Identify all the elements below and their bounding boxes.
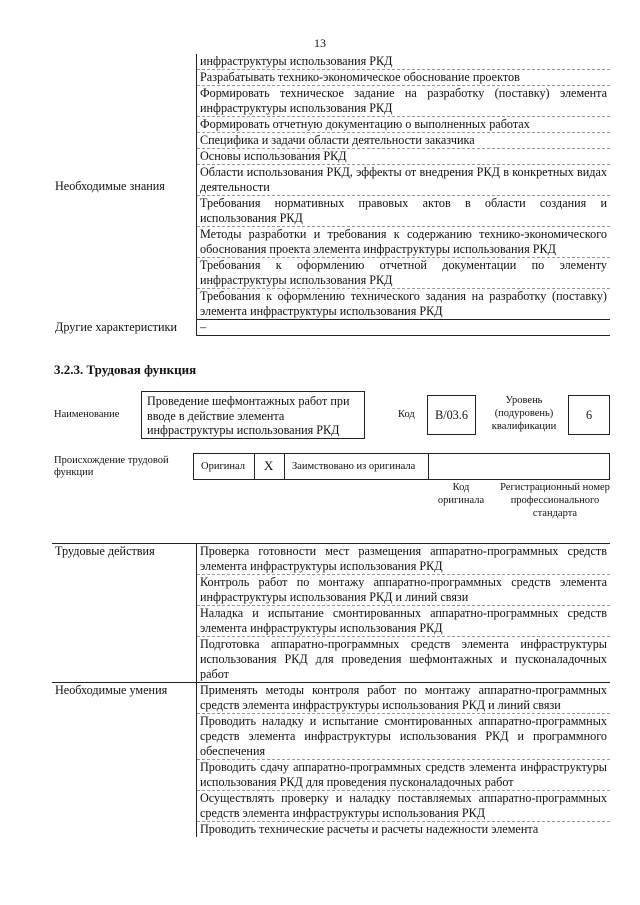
knowledge-item: Формировать техническое задание на разработку (поставку) элемента инфраструктуры использования РКД xyxy=(197,86,611,117)
skill-item: Проводить технические расчеты и расчеты надежности элемента xyxy=(200,822,539,836)
knowledge-item: Методы разработки и требования к содержанию технико-экономического обоснования проекта элемента инфраструктуры использования РКД xyxy=(197,227,611,258)
level-value: 6 xyxy=(585,408,593,422)
knowledge-item: Разрабатывать технико-экономическое обоснование проектов xyxy=(197,70,611,86)
labor-action-item: Контроль работ по монтажу аппаратно-программных средств элемента инфраструктуры использования РКД и линий связи xyxy=(197,575,611,606)
labor-action-item: Подготовка аппаратно-программных средств элемента инфраструктуры использования РКД для проведения шефмонтажных и пусконаладочных работ xyxy=(200,637,607,681)
original-mark: X xyxy=(264,458,274,473)
function-details-table xyxy=(52,543,610,837)
page-number: 13 xyxy=(314,36,326,50)
skill-item: Проводить сдачу аппаратно-программных средств элемента инфраструктуры использования РКД для проведения пусконаладочных работ xyxy=(197,760,611,791)
skill-item: Осуществлять проверку и наладку поставляемых аппаратно-программных средств элемента инфраструктуры использования РКД xyxy=(197,791,611,822)
skills-label: Необходимые умения xyxy=(52,683,197,838)
function-code: B/03.6 xyxy=(435,408,468,422)
labor-actions-label: Трудовые действия xyxy=(52,544,197,683)
skill-item: Проводить наладку и испытание смонтированных аппаратно-программных средств элемента инфраструктуры использования РКД и программного обеспечения xyxy=(197,714,611,760)
knowledge-label: Необходимые знания xyxy=(52,54,197,320)
origin-row xyxy=(193,453,610,480)
function-name: Проведение шефмонтажных работ при вводе в действие элемента инфраструктуры использования РКД xyxy=(147,394,350,437)
other-characteristics-value: – xyxy=(197,320,611,336)
borrowed-label: Заимствовано из оригинала xyxy=(292,461,416,472)
level-label: Уровень (подуровень) квалификации xyxy=(491,395,557,432)
knowledge-table xyxy=(52,54,610,336)
section-heading: 3.2.3. Трудовая функция xyxy=(54,362,197,377)
knowledge-item: Формировать отчетную документацию о выполненных работах xyxy=(197,117,611,133)
knowledge-item: Требования нормативных правовых актов в области создания и использования РКД xyxy=(197,196,611,227)
registration-number-caption: Регистрационный номер профессионального стандарта xyxy=(500,482,610,519)
labor-action-item: Наладка и испытание смонтированных аппаратно-программных средств элемента инфраструктуры использования РКД xyxy=(197,606,611,637)
origin-label: Происхождение трудовой функции xyxy=(54,455,169,478)
skill-item: Применять методы контроля работ по монтажу аппаратно-программных средств элемента инфраструктуры использования РКД и линий связи xyxy=(197,683,611,714)
name-label: Наименование xyxy=(54,409,120,420)
function-code-box xyxy=(427,395,476,435)
original-label: Оригинал xyxy=(201,461,245,472)
knowledge-item: Области использования РКД, эффекты от внедрения РКД в конкретных видах деятельности xyxy=(197,165,611,196)
function-name-box xyxy=(141,391,365,439)
knowledge-item: Основы использования РКД xyxy=(197,149,611,165)
level-value-box xyxy=(568,395,610,435)
code-original-caption: Код оригинала xyxy=(437,482,485,506)
code-label: Код xyxy=(398,409,415,420)
knowledge-item: инфраструктуры использования РКД xyxy=(197,54,611,70)
knowledge-item: Требования к оформлению технического задания на разработку (поставку) элемента инфраструктуры использования РКД xyxy=(197,289,611,320)
labor-action-item: Проверка готовности мест размещения аппаратно-программных средств элемента инфраструктуры использования РКД xyxy=(197,544,611,575)
knowledge-item: Специфика и задачи области деятельности заказчика xyxy=(197,133,611,149)
other-characteristics-label: Другие характеристики xyxy=(52,320,197,336)
knowledge-item: Требования к оформлению отчетной документации по элементу инфраструктуры использования РКД xyxy=(197,258,611,289)
